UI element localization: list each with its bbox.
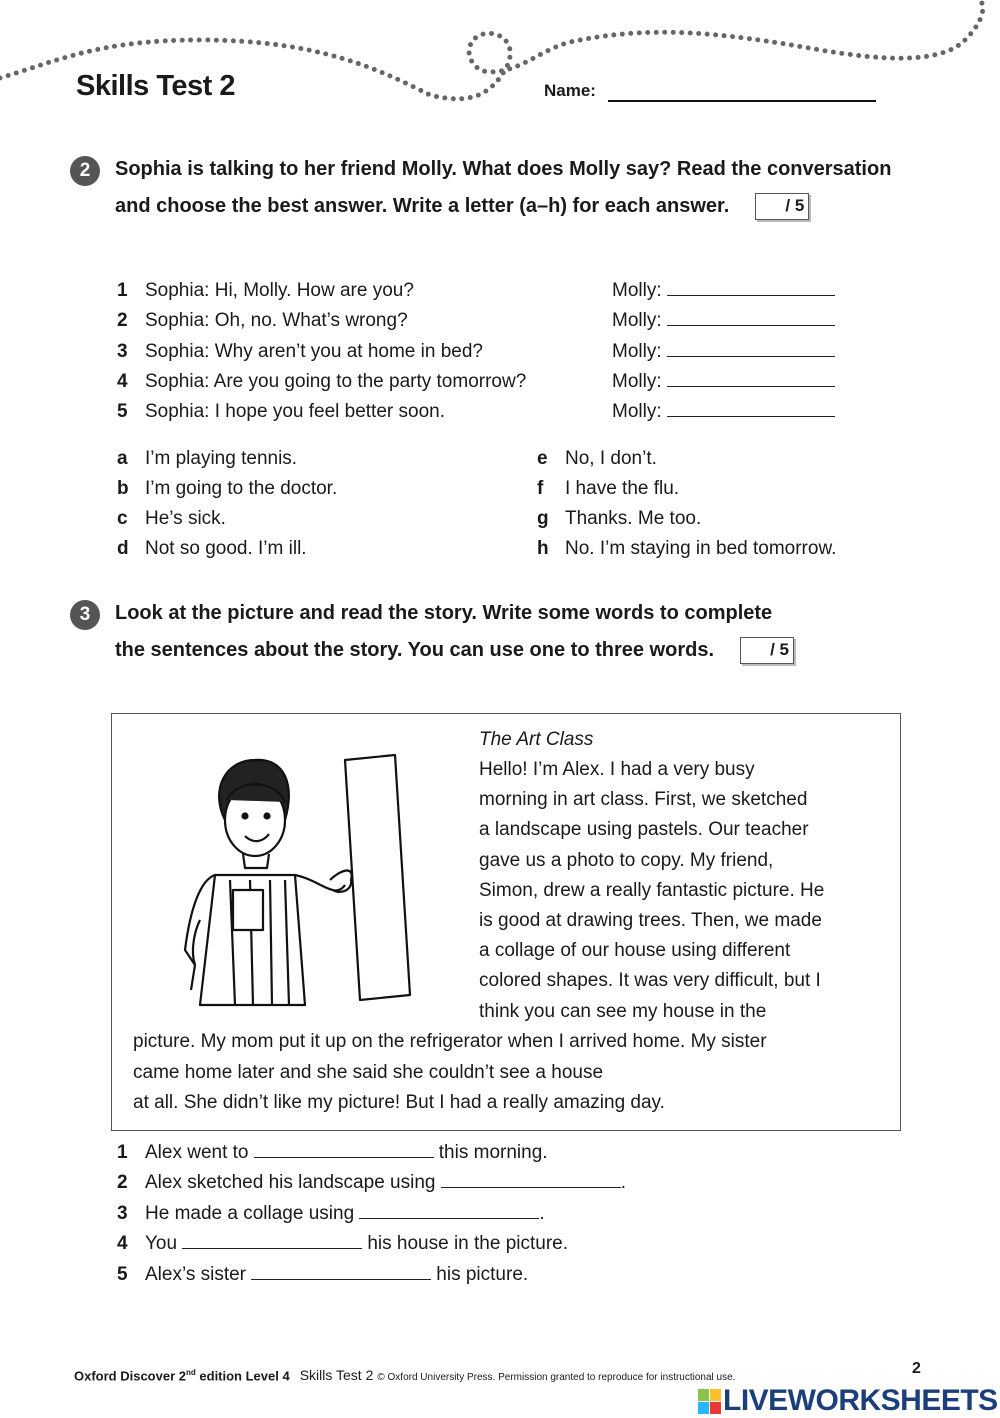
- story-line: gave us a photo to copy. My friend,: [479, 849, 774, 871]
- question-before: Alex sketched his landscape using: [145, 1172, 436, 1194]
- option-text: Thanks. Me too.: [565, 508, 702, 529]
- section3-instruction-text: Look at the picture and read the story. Write some words to complete the sentences about the story. You can use one to three words.: [115, 602, 773, 661]
- sophia-line: Sophia: I hope you feel better soon.: [145, 401, 445, 423]
- answer-option: [537, 504, 701, 534]
- molly-label: Molly:: [612, 370, 662, 392]
- sophia-line: Sophia: Hi, Molly. How are you?: [145, 280, 414, 301]
- option-text: No, I don’t.: [565, 448, 657, 469]
- section3-score-box: / 5: [740, 637, 794, 664]
- footer-book: Oxford Discover 2: [74, 1368, 186, 1384]
- item-number: 4: [117, 370, 128, 392]
- story-line: at all. She didn’t like my picture! But I had a really amazing day.: [133, 1092, 665, 1113]
- item-number: 1: [117, 280, 128, 301]
- page-number: 2: [912, 1360, 921, 1377]
- story-line: Simon, drew a really fantastic picture. He: [479, 879, 825, 901]
- option-letter: g: [537, 508, 549, 529]
- story-line: colored shapes. It was very difficult, but I: [479, 970, 821, 992]
- sophia-line: Sophia: Are you going to the party tomorrow?: [145, 370, 527, 392]
- question-after: his house in the picture.: [367, 1233, 569, 1255]
- answer-blank[interactable]: [667, 278, 835, 296]
- answer-blank[interactable]: [359, 1201, 539, 1219]
- sophia-line: Sophia: Oh, no. What’s wrong?: [145, 310, 408, 332]
- story-line: a landscape using pastels. Our teacher: [479, 819, 809, 841]
- logo-text: LIVEWORKSHEETS: [723, 1384, 998, 1417]
- sophia-line: Sophia: Why aren’t you at home in bed?: [145, 340, 483, 362]
- molly-label: Molly:: [612, 401, 662, 423]
- story-line: think you can see my house in the: [479, 1000, 767, 1022]
- question-after: .: [539, 1202, 545, 1224]
- footer-book-group: [74, 1365, 290, 1384]
- section2-score-box: / 5: [755, 193, 809, 220]
- question-after: this morning.: [438, 1142, 548, 1163]
- completion-question: [117, 1168, 626, 1198]
- name-label: Name:: [544, 81, 596, 100]
- answer-option: [117, 444, 297, 474]
- question-before: You: [145, 1233, 178, 1255]
- question-number: 3: [117, 1202, 128, 1224]
- answer-option: [117, 504, 226, 534]
- name-field[interactable]: [608, 100, 876, 102]
- footer-copyright: © Oxford University Press. Permission granted to reproduce for instructional use.: [377, 1372, 736, 1384]
- option-letter: a: [117, 448, 128, 469]
- question-number: 2: [117, 1172, 128, 1194]
- question-after: his picture.: [436, 1263, 529, 1285]
- answer-blank[interactable]: [254, 1140, 434, 1158]
- molly-answer: [612, 367, 835, 397]
- question-number: 4: [117, 1233, 128, 1255]
- answer-option: [537, 534, 836, 564]
- answer-option: [537, 444, 657, 474]
- option-letter: b: [117, 478, 129, 499]
- story-line: is good at drawing trees. Then, we made: [479, 910, 822, 931]
- question-before: Alex went to: [145, 1142, 249, 1163]
- molly-answer: [612, 337, 835, 367]
- dialogue-item: [117, 306, 408, 336]
- story-line: Hello! I’m Alex. I had a very busy: [479, 759, 755, 780]
- logo-icon: [698, 1389, 721, 1414]
- item-number: 5: [117, 401, 128, 423]
- molly-answer: [612, 397, 835, 427]
- option-letter: h: [537, 538, 549, 559]
- answer-blank[interactable]: [441, 1170, 621, 1188]
- answer-option: [117, 474, 337, 504]
- answer-blank[interactable]: [667, 399, 835, 417]
- question-number: 1: [117, 1142, 128, 1163]
- section3-instruction: [115, 595, 795, 669]
- completion-question: [117, 1138, 548, 1168]
- dialogue-item: [117, 337, 483, 367]
- answer-option: [117, 534, 307, 564]
- question-number: 5: [117, 1263, 128, 1285]
- answer-blank[interactable]: [251, 1262, 431, 1280]
- molly-label: Molly:: [612, 340, 662, 362]
- question-after: .: [620, 1172, 627, 1194]
- story-line: morning in art class. First, we sketched: [479, 789, 808, 811]
- completion-question: [117, 1260, 528, 1290]
- option-text: He’s sick.: [145, 508, 226, 529]
- section-number-badge: 2: [70, 156, 100, 186]
- dialogue-item: [117, 276, 414, 306]
- story-title: The Art Class: [479, 729, 594, 750]
- answer-blank[interactable]: [182, 1231, 362, 1249]
- section-number-badge: 3: [70, 600, 100, 630]
- footer-sup: nd: [186, 1368, 196, 1377]
- molly-answer: [612, 276, 835, 306]
- dialogue-item: [117, 397, 445, 427]
- item-number: 2: [117, 310, 128, 332]
- question-before: He made a collage using: [145, 1202, 355, 1224]
- molly-label: Molly:: [612, 310, 662, 332]
- option-text: Not so good. I’m ill.: [145, 538, 307, 559]
- story-line: came home later and she said she couldn’t see a house: [133, 1061, 604, 1083]
- option-text: I’m going to the doctor.: [145, 478, 338, 499]
- option-text: I have the flu.: [565, 478, 680, 499]
- section2-instruction: [115, 151, 895, 225]
- molly-label: Molly:: [612, 280, 662, 301]
- answer-blank[interactable]: [667, 339, 835, 357]
- page-title: Skills Test 2: [76, 70, 235, 102]
- story-line: picture. My mom put it up on the refrigerator when I arrived home. My sister: [133, 1031, 767, 1052]
- footer: [74, 1365, 735, 1386]
- answer-option: [537, 474, 679, 504]
- option-letter: f: [537, 478, 544, 499]
- story-line: a collage of our house using different: [479, 940, 791, 962]
- section2-instruction-text: Sophia is talking to her friend Molly. What does Molly say? Read the conversation and choose the best answer. Write a letter (a–h) for each answer.: [115, 158, 892, 217]
- answer-blank[interactable]: [667, 369, 835, 387]
- dialogue-item: [117, 367, 526, 397]
- option-text: I’m playing tennis.: [145, 448, 298, 469]
- item-number: 3: [117, 340, 128, 362]
- option-letter: d: [117, 538, 129, 559]
- completion-question: [117, 1229, 568, 1259]
- completion-question: [117, 1199, 545, 1229]
- option-text: No. I’m staying in bed tomorrow.: [565, 538, 837, 559]
- footer-test: Skills Test 2: [299, 1367, 374, 1384]
- molly-answer: [612, 306, 835, 336]
- question-before: Alex’s sister: [145, 1263, 247, 1285]
- boy-holding-picture-illustration: [155, 750, 445, 1008]
- answer-blank[interactable]: [667, 308, 835, 326]
- footer-edition: edition Level 4: [195, 1368, 290, 1384]
- option-letter: e: [537, 448, 548, 469]
- option-letter: c: [117, 508, 128, 529]
